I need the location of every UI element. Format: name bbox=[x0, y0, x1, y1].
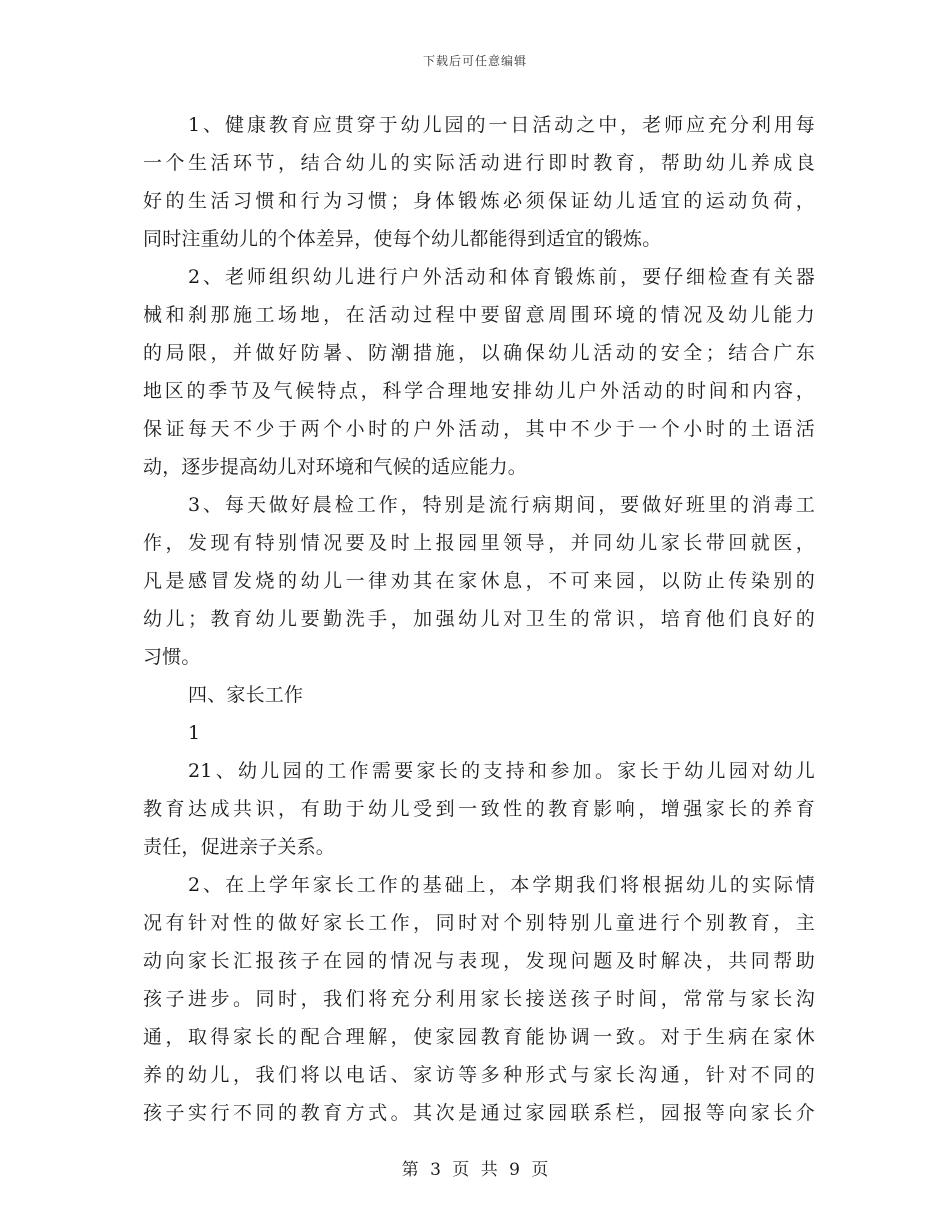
text-line: 孩子进步。同时，我们将充分利用家长接送孩子时间，常常与家长沟 bbox=[143, 988, 815, 1010]
text-line: 2、在上学年家长工作的基础上，本学期我们将根据幼儿的实际情 bbox=[188, 874, 815, 896]
text-line: 保证每天不少于两个小时的户外活动，其中不少于一个小时的土语活 bbox=[143, 418, 815, 440]
page-footer: 第 3 页 共 9 页 bbox=[401, 1160, 549, 1180]
text-line: 凡是感冒发烧的幼儿一律劝其在家休息，不可来园，以防止传染别的 bbox=[143, 570, 815, 592]
text-line: 地区的季节及气候特点，科学合理地安排幼儿户外活动的时间和内容， bbox=[143, 380, 815, 402]
text-line: 习惯。 bbox=[143, 646, 201, 668]
text-line: 养的幼儿，我们将以电话、家访等多种形式与家长沟通，针对不同的 bbox=[143, 1064, 815, 1086]
text-line: 一个生活环节，结合幼儿的实际活动进行即时教育，帮助幼儿养成良 bbox=[143, 152, 815, 174]
text-line: 3、每天做好晨检工作，特别是流行病期间，要做好班里的消毒工 bbox=[188, 494, 815, 516]
document-body bbox=[143, 106, 815, 1132]
text-line: 同时注重幼儿的个体差异，使每个幼儿都能得到适宜的锻炼。 bbox=[143, 228, 662, 250]
text-line: 责任，促进亲子关系。 bbox=[143, 836, 336, 858]
text-line: 1 bbox=[188, 722, 201, 744]
text-line: 2、老师组织幼儿进行户外活动和体育锻炼前，要仔细检查有关器 bbox=[188, 266, 815, 288]
text-line: 动，逐步提高幼儿对环境和气候的适应能力。 bbox=[143, 456, 528, 478]
text-line: 作，发现有特别情况要及时上报园里领导，并同幼儿家长带回就医， bbox=[143, 532, 815, 554]
text-line: 幼儿；教育幼儿要勤洗手，加强幼儿对卫生的常识，培育他们良好的 bbox=[143, 608, 815, 630]
text-line: 好的生活习惯和行为习惯；身体锻炼必须保证幼儿适宜的运动负荷， bbox=[143, 190, 815, 212]
text-line: 孩子实行不同的教育方式。其次是通过家园联系栏，园报等向家长介 bbox=[143, 1102, 815, 1124]
text-line: 四、家长工作 bbox=[188, 684, 304, 706]
text-line: 械和刹那施工场地，在活动过程中要留意周围环境的情况及幼儿能力 bbox=[143, 304, 815, 326]
text-line: 况有针对性的做好家长工作，同时对个别特别儿童进行个别教育，主 bbox=[143, 912, 815, 934]
text-line: 21、幼儿园的工作需要家长的支持和参加。家长于幼儿园对幼儿 bbox=[188, 760, 815, 782]
text-line: 通，取得家长的配合理解，使家园教育能协调一致。对于生病在家休 bbox=[143, 1026, 815, 1048]
text-line: 教育达成共识，有助于幼儿受到一致性的教育影响，增强家长的养育 bbox=[143, 798, 815, 820]
page-header: 下载后可任意编辑 bbox=[422, 54, 527, 68]
text-line: 的局限，并做好防暑、防潮措施，以确保幼儿活动的安全；结合广东 bbox=[143, 342, 815, 364]
text-line: 1、健康教育应贯穿于幼儿园的一日活动之中，老师应充分利用每 bbox=[188, 114, 815, 136]
text-line: 动向家长汇报孩子在园的情况与表现，发现问题及时解决，共同帮助 bbox=[143, 950, 815, 972]
